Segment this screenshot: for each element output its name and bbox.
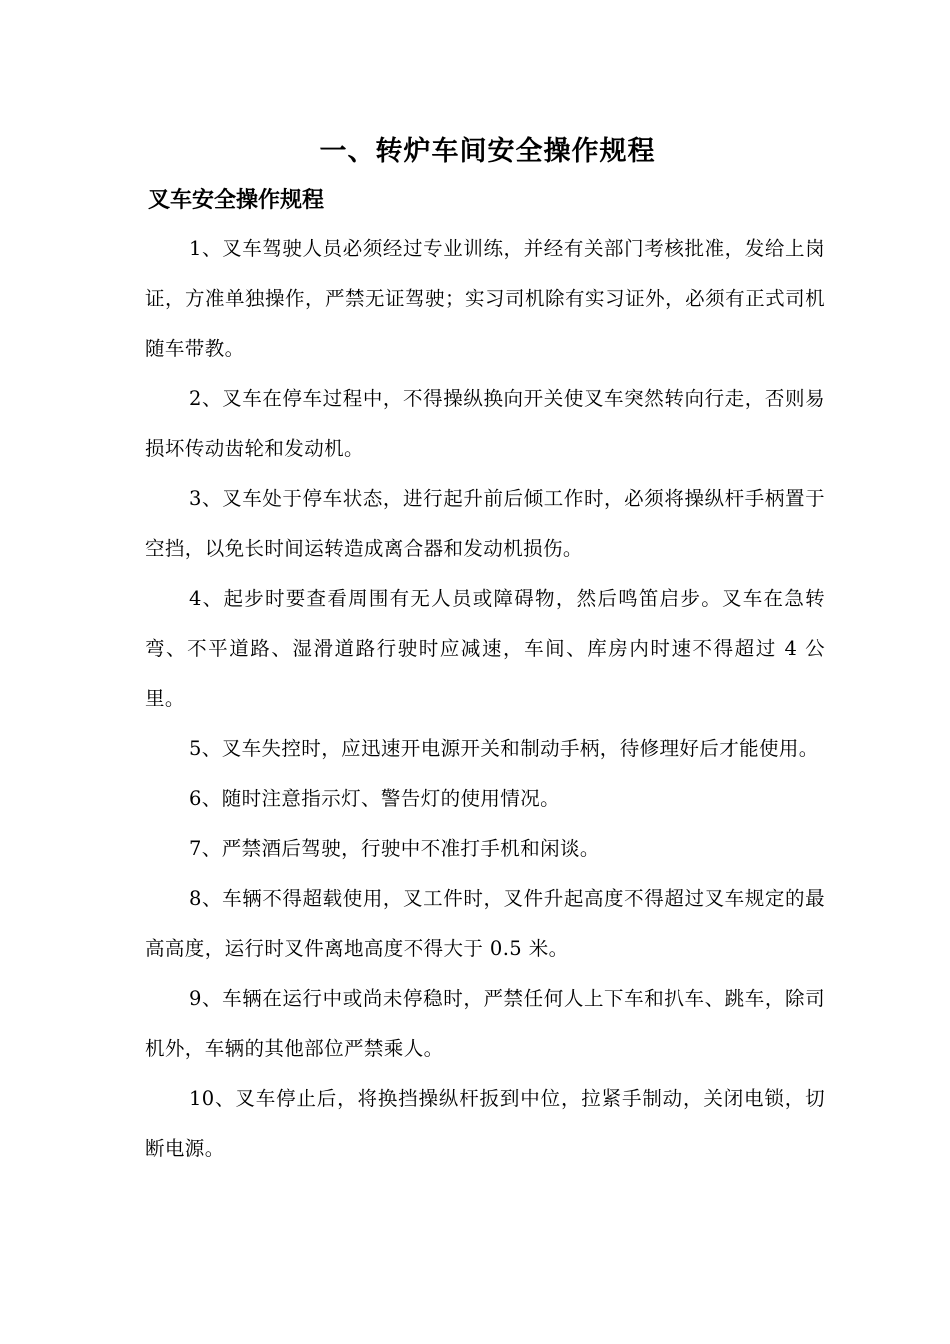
- paragraph-7: 7、严禁酒后驾驶，行驶中不准打手机和闲谈。: [189, 837, 600, 860]
- paragraph-8: 8、车辆不得超载使用，叉工件时，叉件升起高度不得超过叉车规定的最高高度，运行时叉件离地高度不得大于 0.5 米。: [145, 887, 825, 960]
- paragraph-2: 2、叉车在停车过程中，不得操纵换向开关使叉车突然转向行走，否则易损坏传动齿轮和发动机。: [145, 387, 825, 460]
- paragraph-3: 3、叉车处于停车状态，进行起升前后倾工作时，必须将操纵杆手柄置于空挡，以免长时间运转造成离合器和发动机损伤。: [145, 487, 825, 560]
- section-title: 叉车安全操作规程: [148, 188, 325, 213]
- paragraph-1: 1、叉车驾驶人员必须经过专业训练，并经有关部门考核批准，发给上岗证，方准单独操作，严禁无证驾驶；实习司机除有实习证外，必须有正式司机随车带教。: [145, 237, 825, 360]
- paragraph-4: 4、起步时要查看周围有无人员或障碍物，然后鸣笛启步。叉车在急转弯、不平道路、湿滑道路行驶时应减速，车间、库房内时速不得超过 4 公里。: [145, 587, 825, 710]
- paragraph-10: 10、叉车停止后，将换挡操纵杆扳到中位，拉紧手制动，关闭电锁，切断电源。: [145, 1087, 825, 1160]
- document-title: 一、转炉车间安全操作规程: [319, 136, 656, 167]
- paragraph-6: 6、随时注意指示灯、警告灯的使用情况。: [189, 787, 561, 810]
- paragraph-5: 5、叉车失控时，应迅速开电源开关和制动手柄，待修理好后才能使用。: [189, 737, 819, 760]
- paragraph-9: 9、车辆在运行中或尚未停稳时，严禁任何人上下车和扒车、跳车，除司机外，车辆的其他部位严禁乘人。: [145, 987, 825, 1060]
- document-body: [145, 224, 825, 1174]
